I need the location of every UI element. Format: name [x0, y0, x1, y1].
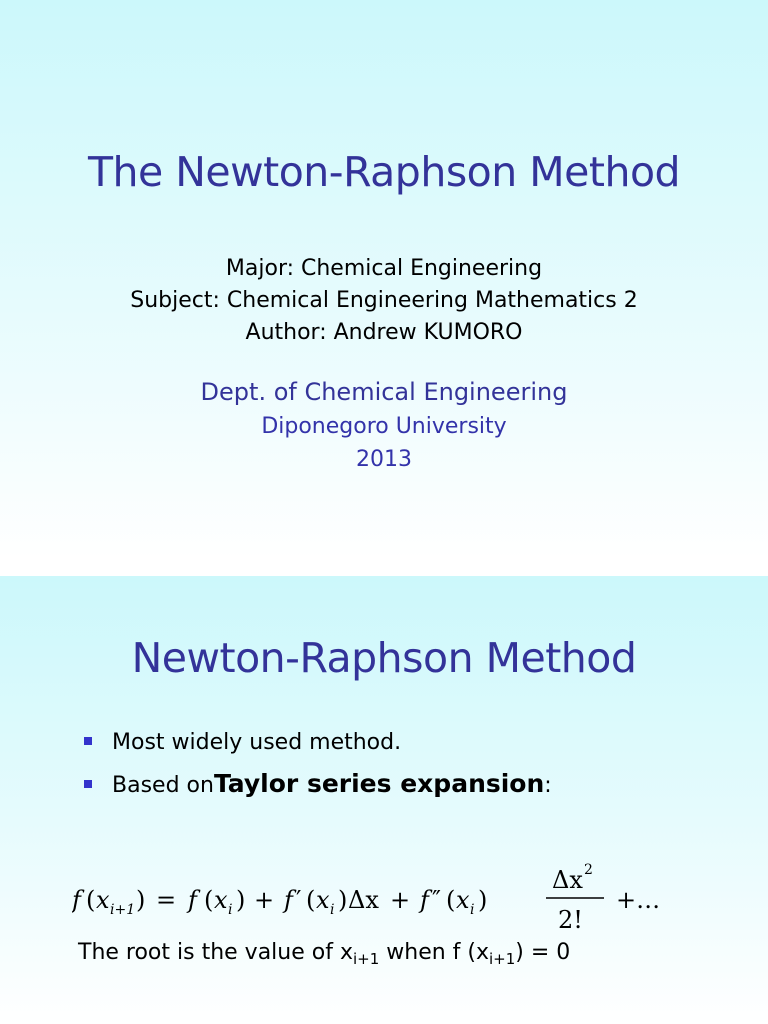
bullet-item	[84, 769, 552, 798]
eq-delta-x: Δx	[348, 886, 379, 914]
slide-title: The Newton-Raphson Method	[87, 148, 681, 196]
root-text-subscript: i+1	[352, 950, 380, 968]
eq-f: f	[284, 886, 293, 914]
svg-text:): )	[338, 886, 348, 914]
eq-exponent: 2	[584, 862, 593, 878]
year-label: 2013	[356, 447, 412, 472]
square-bullet-icon	[84, 780, 92, 788]
root-condition-text	[78, 940, 570, 968]
eq-sub: i	[470, 902, 475, 918]
bullet-bold-phrase: Taylor series expansion	[213, 769, 545, 798]
bullet-prefix: Based on	[112, 773, 214, 798]
university-name: Diponegoro University	[261, 414, 507, 439]
root-text-part: The root is the value of x	[78, 940, 353, 965]
svg-text:): )	[136, 886, 146, 914]
eq-f: f	[188, 886, 197, 914]
svg-text:′: ′	[296, 886, 302, 914]
bullet-text: Most widely used method.	[112, 730, 402, 755]
svg-text:(: (	[306, 886, 316, 914]
eq-equals: =	[156, 886, 177, 914]
eq-fraction-numerator: Δx	[552, 866, 583, 894]
square-bullet-icon	[84, 737, 92, 745]
svg-text:(: (	[204, 886, 214, 914]
svg-text:(: (	[86, 886, 96, 914]
eq-f: f	[72, 886, 81, 914]
eq-x: x	[96, 886, 110, 914]
root-text-part: when f (x	[379, 940, 490, 965]
subject-line: Subject: Chemical Engineering Mathematics 2	[130, 288, 638, 313]
svg-text:): )	[236, 886, 246, 914]
svg-text:): )	[478, 886, 488, 914]
eq-sub: i+1	[110, 902, 136, 918]
taylor-series-equation	[72, 858, 692, 934]
eq-plus: +	[254, 886, 275, 914]
major-line: Major: Chemical Engineering	[225, 256, 543, 281]
eq-x: x	[316, 886, 330, 914]
slide-title: Newton-Raphson Method	[131, 634, 637, 682]
bullet-item	[84, 730, 401, 755]
svg-text:″: ″	[432, 886, 441, 914]
eq-plus: +	[390, 886, 411, 914]
content-slide	[0, 576, 768, 1024]
bullet-suffix: :	[544, 773, 552, 798]
root-text-part: ) = 0	[515, 940, 571, 965]
root-text-subscript: i+1	[489, 950, 516, 968]
eq-x: x	[456, 886, 470, 914]
eq-f: f	[420, 886, 429, 914]
eq-sub: i	[228, 902, 233, 918]
eq-sub: i	[330, 902, 335, 918]
author-line: Author: Andrew KUMORO	[245, 320, 523, 345]
eq-fraction-denominator: 2!	[558, 906, 583, 934]
eq-x: x	[214, 886, 228, 914]
department-name: Dept. of Chemical Engineering	[200, 378, 568, 406]
svg-text:(: (	[446, 886, 456, 914]
eq-ellipsis: +…	[616, 886, 661, 914]
